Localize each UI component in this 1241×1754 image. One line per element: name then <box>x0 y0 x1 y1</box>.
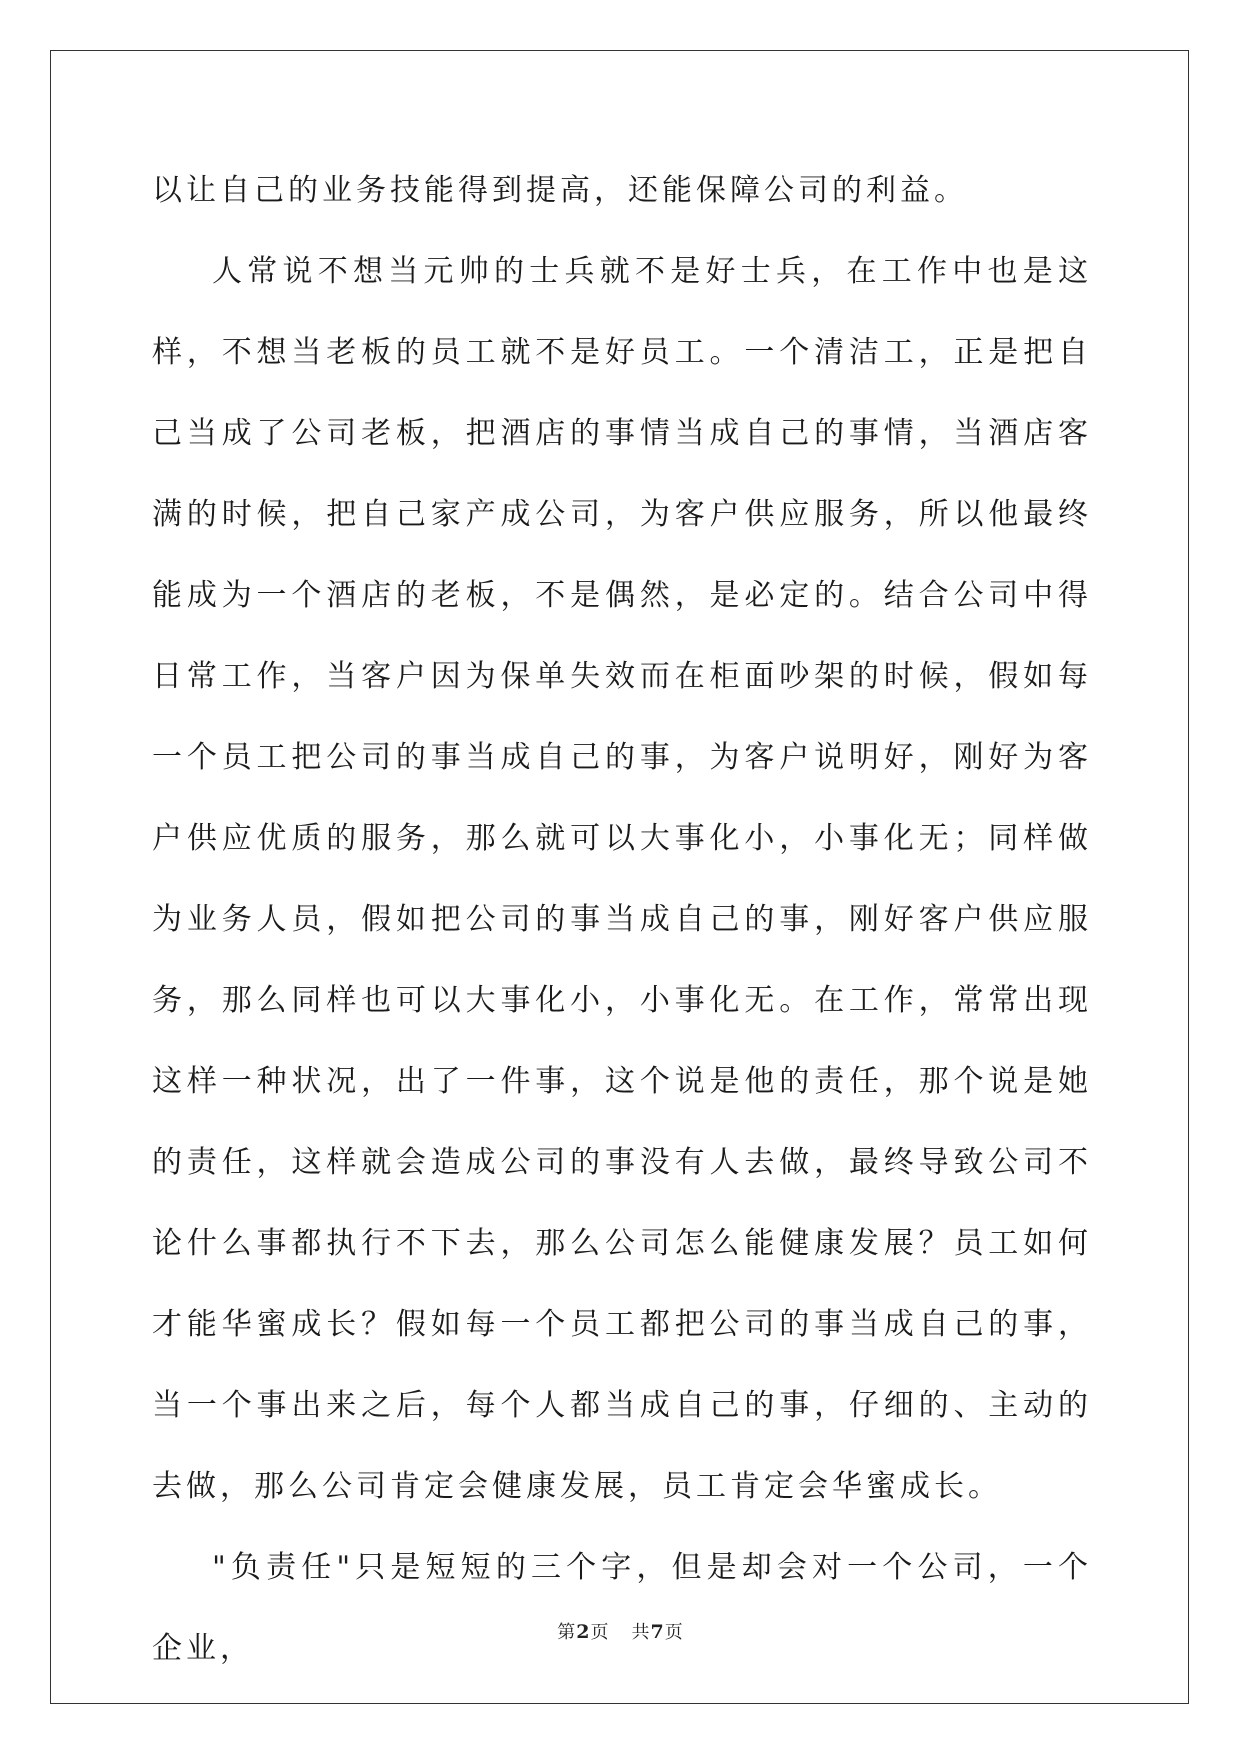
paragraph-2: 人常说不想当元帅的士兵就不是好士兵，在工作中也是这样，不想当老板的员工就不是好员工。一个清洁工，正是把自己当成了公司老板，把酒店的事情当成自己的事情，当酒店客满的时候，把自己家产成公司，为客户供应服务，所以他最终能成为一个酒店的老板，不是偶然，是必定的。结合公司中得日常工作，当客户因为保单失效而在柜面吵架的时候，假如每一个员工把公司的事当成自己的事，为客户说明好，刚好为客户供应优质的服务，那么就可以大事化小，小事化无；同样做为业务人员，假如把公司的事当成自己的事，刚好客户供应服务，那么同样也可以大事化小，小事化无。在工作，常常出现这样一种状况，出了一件事，这个说是他的责任，那个说是她的责任，这样就会造成公司的事没有人去做，最终导致公司不论什么事都执行不下去，那么公司怎么能健康发展？员工如何才能华蜜成长？假如每一个员工都把公司的事当成自己的事，当一个事出来之后，每个人都当成自己的事，仔细的、主动的去做，那么公司肯定会健康发展，员工肯定会华蜜成长。 <box>152 254 1092 1504</box>
document-body <box>152 150 1092 1689</box>
page-suffix: 页 <box>590 1622 610 1643</box>
page-prefix: 第 <box>557 1622 577 1643</box>
current-page-number: 2 <box>576 1621 591 1643</box>
total-prefix: 共 <box>631 1622 651 1643</box>
paragraph-3: "负责任"只是短短的三个字，但是却会对一个公司，一个企业， <box>152 1550 1092 1666</box>
total-suffix: 页 <box>664 1622 684 1643</box>
paragraph-1: 以让自己的业务技能得到提高，还能保障公司的利益。 <box>152 173 968 208</box>
page-footer <box>0 1618 1241 1644</box>
total-page-count: 7 <box>650 1621 665 1643</box>
